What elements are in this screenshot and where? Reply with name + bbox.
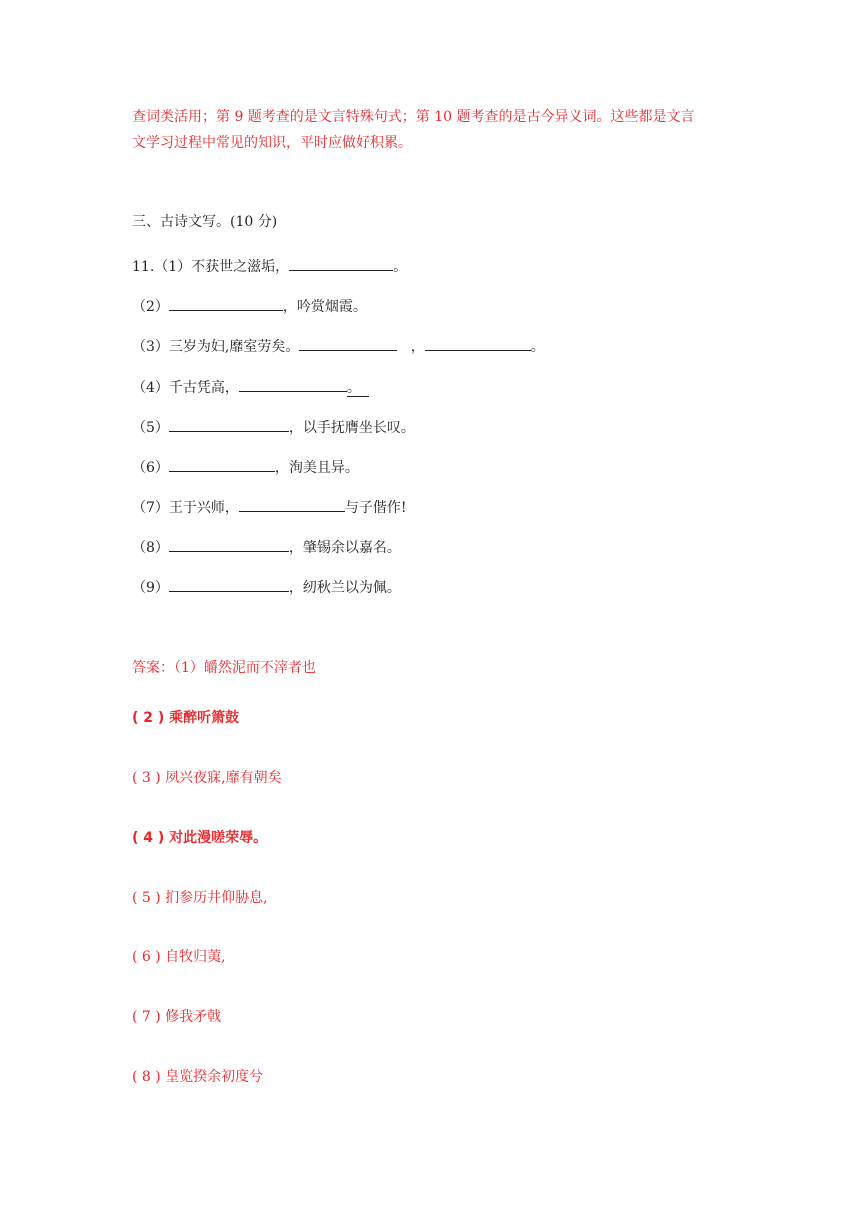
question-5 — [132, 417, 415, 437]
question-3-prefix: （3）三岁为妇,靡室劳矣。 — [132, 339, 300, 355]
question-9-suffix: ，纫秋兰以为佩。 — [288, 580, 401, 596]
answer-blank — [239, 377, 347, 392]
answer-1: 答案：（1）皭然泥而不滓者也 — [132, 660, 316, 676]
question-8-suffix: ，肇锡余以嘉名。 — [288, 540, 401, 556]
answer-blank — [239, 497, 345, 512]
question-7 — [132, 497, 407, 517]
question-9-prefix: （9） — [132, 580, 169, 596]
question-5-prefix: （5） — [132, 420, 169, 436]
question-4-suffix: 。 — [347, 380, 369, 397]
section-heading: 三、古诗文写。(10 分) — [132, 214, 278, 230]
answer-blank — [169, 537, 289, 552]
question-4-prefix: （4）千古凭高， — [132, 380, 239, 396]
question-6-suffix: ，洵美且异。 — [274, 460, 359, 476]
answer-2: ( 2 ) 乘醉听箫鼓 — [132, 710, 240, 726]
question-8 — [132, 537, 401, 557]
question-9 — [132, 577, 401, 597]
answer-6: ( 6 ) 自牧归荑, — [132, 949, 226, 965]
question-7-prefix: （7）王于兴师， — [132, 500, 239, 516]
question-4 — [132, 377, 369, 397]
answer-blank — [289, 256, 393, 271]
question-3-mid: ， — [410, 339, 425, 355]
analysis-line-1: 查词类活用；第 9 题考查的是文言特殊句式；第 10 题考查的是古今异义词。这些都是文言 — [132, 109, 695, 125]
question-3 — [132, 336, 545, 356]
question-2 — [132, 296, 367, 316]
question-1-prefix: 11.（1）不获世之滋垢， — [132, 259, 290, 275]
answer-blank — [299, 336, 397, 351]
question-8-prefix: （8） — [132, 540, 169, 556]
answer-5: ( 5 ) 扪参历井仰胁息, — [132, 890, 268, 906]
answer-7: ( 7 ) 修我矛戟 — [132, 1009, 222, 1025]
answer-blank — [169, 457, 275, 472]
question-6 — [132, 457, 359, 477]
answer-blank — [169, 417, 289, 432]
question-3-suffix: 。 — [530, 339, 545, 355]
analysis-line-2: 文学习过程中常见的知识，平时应做好积累。 — [132, 135, 412, 151]
question-1 — [132, 256, 407, 276]
answer-3: ( 3 ) 夙兴夜寐,靡有朝矣 — [132, 770, 282, 786]
answer-8: ( 8 ) 皇览揆余初度兮 — [132, 1069, 264, 1085]
answer-blank — [425, 336, 531, 351]
answer-blank — [169, 296, 283, 311]
question-2-prefix: （2） — [132, 299, 169, 315]
question-1-suffix: 。 — [393, 259, 408, 275]
question-5-suffix: ，以手抚膺坐长叹。 — [288, 420, 415, 436]
answer-blank — [169, 577, 289, 592]
question-2-suffix: ，吟赏烟霞。 — [282, 299, 367, 315]
question-7-suffix: 与子偕作! — [344, 500, 407, 516]
answer-4: ( 4 ) 对此漫嗟荣辱。 — [132, 830, 268, 846]
question-6-prefix: （6） — [132, 460, 169, 476]
